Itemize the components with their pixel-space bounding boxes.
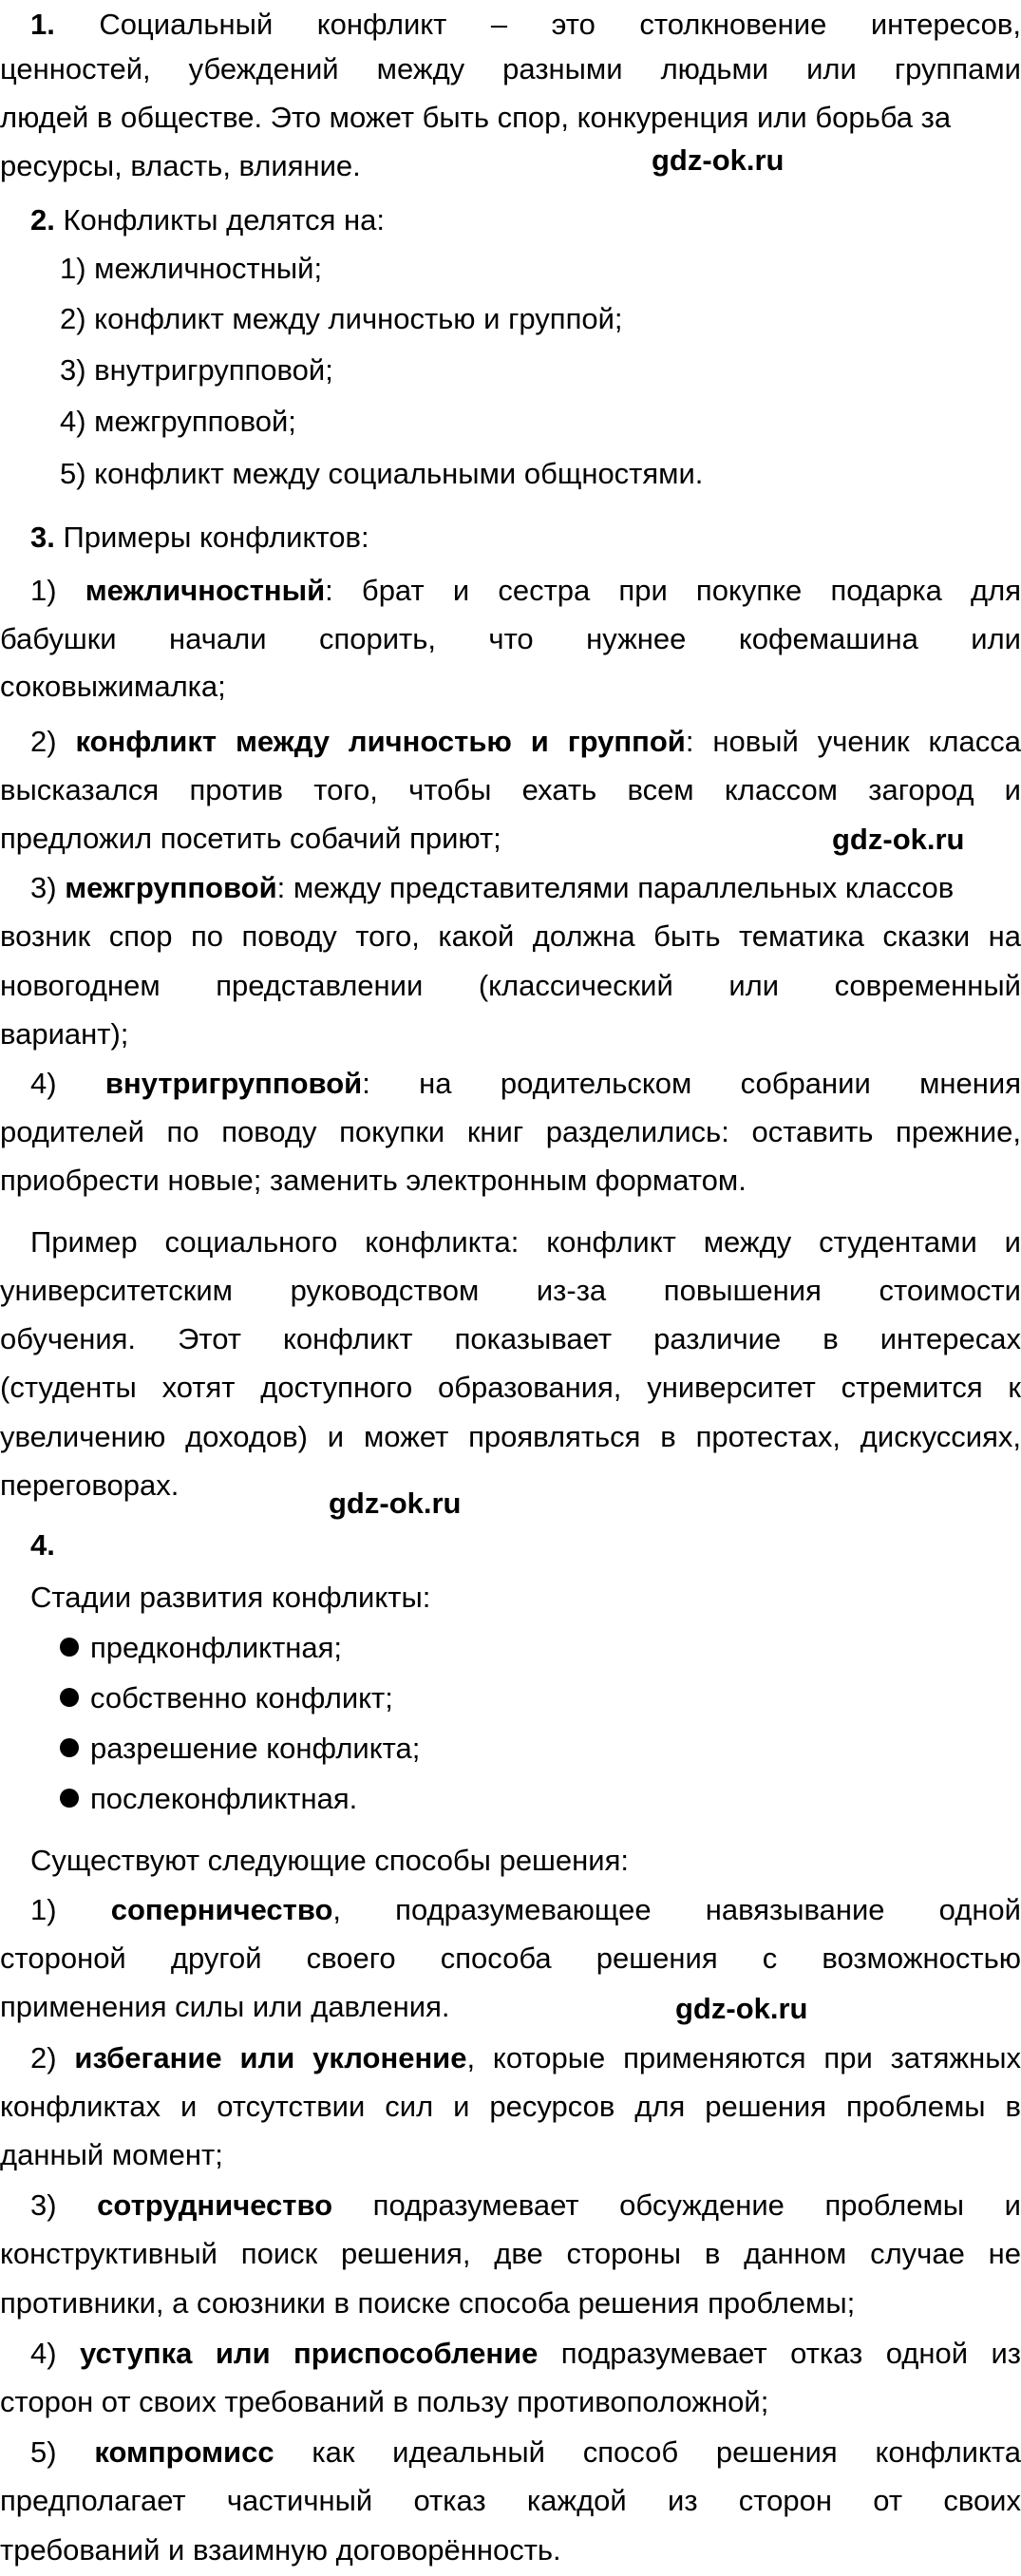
text-line <box>30 2034 1021 2083</box>
text-line <box>0 961 1021 1011</box>
watermark-text: gdz-ok.ru <box>329 1487 462 1520</box>
text-span: 2) <box>30 2041 75 2074</box>
text-span: противники, а союзники в поиске способа решения проблемы; <box>0 2286 856 2320</box>
text-span: Конфликты делятся на: <box>54 203 386 237</box>
text-line <box>0 662 1021 711</box>
text-span: 4) <box>30 1067 105 1100</box>
text-line <box>30 2181 1021 2230</box>
bullet-icon <box>60 1789 79 1808</box>
text-span: 1) <box>30 574 85 607</box>
text-line <box>30 863 1021 913</box>
text-span: приобрести новые; заменить электронным форматом. <box>0 1164 747 1197</box>
text-span: бабушки начали спорить, что нужнее кофемашина или <box>0 622 1021 655</box>
text-span: предложил посетить собачий приют; <box>0 822 501 855</box>
text-span: университетским руководством из-за повышения стоимости <box>0 1274 1021 1307</box>
text-span: новогоднем представлении (классический или современный <box>0 969 1021 1002</box>
text-line <box>60 1724 1021 1773</box>
bold-term: компромисс <box>94 2435 274 2469</box>
text-line <box>0 93 1021 142</box>
text-span: людей в обществе. Это может быть спор, конкуренция или борьба за <box>0 101 952 134</box>
text-span: 3) <box>30 871 66 904</box>
text-span: возник спор по поводу того, какой должна быть тематика сказки на <box>0 919 1021 953</box>
text-span: 5) конфликт между социальными общностями. <box>60 457 704 490</box>
bullet-icon <box>60 1738 79 1757</box>
text-line <box>60 1674 1021 1723</box>
text-line <box>60 244 1021 294</box>
text-span: послеконфликтная. <box>90 1782 358 1815</box>
bold-term: уступка или приспособление <box>80 2337 539 2370</box>
text-line <box>30 0 1021 49</box>
text-line <box>30 1059 1021 1108</box>
bold-term: 3. <box>30 521 55 554</box>
text-span: Существуют следующие способы решения: <box>30 1844 630 1877</box>
text-span: данный момент; <box>0 2138 223 2171</box>
text-line <box>30 2329 1021 2378</box>
text-span: вариант); <box>0 1017 129 1051</box>
text-line <box>60 449 1021 499</box>
text-span: Пример социального конфликта: конфликт между студентами и <box>30 1225 1021 1259</box>
text-span: 5) <box>30 2435 95 2469</box>
text-line <box>60 397 1021 446</box>
text-line <box>0 1412 1021 1462</box>
text-line <box>0 2131 1021 2180</box>
bold-term: межличностный <box>85 574 326 607</box>
bullet-icon <box>60 1688 79 1707</box>
text-line <box>0 2229 1021 2279</box>
text-line <box>0 1315 1021 1364</box>
text-span: 2) конфликт между личностью и группой; <box>60 302 623 335</box>
text-span: , которые применяются при затяжных <box>466 2041 1021 2074</box>
text-span: ценностей, убеждений между разными людьми или группами <box>0 52 1021 85</box>
text-line <box>0 1982 1021 2032</box>
text-span: подразумевает отказ одной из <box>538 2337 1021 2370</box>
text-line <box>30 1218 1021 1267</box>
text-line <box>0 45 1021 94</box>
text-line <box>0 1156 1021 1205</box>
text-span: подразумевает обсуждение проблемы и <box>332 2188 1021 2222</box>
text-span: , подразумевающее навязывание одной <box>332 1893 1021 1926</box>
text-line <box>0 1363 1021 1412</box>
text-span: предконфликтная; <box>90 1631 343 1664</box>
text-line <box>0 1010 1021 1059</box>
text-span: 2) <box>30 725 76 758</box>
text-line <box>30 566 1021 616</box>
text-span: как идеальный способ решения конфликта <box>274 2435 1021 2469</box>
text-line <box>0 142 1021 191</box>
text-line <box>30 513 1021 562</box>
text-span: собственно конфликт; <box>90 1681 393 1714</box>
text-line <box>30 2428 1021 2477</box>
text-span: сторон от своих требований в пользу противоположной; <box>0 2385 769 2418</box>
text-line <box>60 1774 1021 1824</box>
text-line <box>0 2082 1021 2131</box>
bold-term: конфликт между личностью и группой <box>75 725 686 758</box>
bold-term: избегание или уклонение <box>74 2041 467 2074</box>
text-span: 1) <box>30 1893 111 1926</box>
text-line <box>0 766 1021 815</box>
text-span: Стадии развития конфликты: <box>30 1581 431 1614</box>
text-line <box>0 912 1021 961</box>
text-span: разрешение конфликта; <box>90 1732 421 1765</box>
text-span: конфликтах и отсутствии сил и ресурсов для решения проблемы в <box>0 2090 1021 2123</box>
text-line <box>0 2377 1021 2427</box>
text-span: соковыжималка; <box>0 670 226 703</box>
text-line <box>60 1623 1021 1673</box>
text-span: 1) межличностный; <box>60 252 323 285</box>
text-line <box>0 1934 1021 1983</box>
text-span: родителей по поводу покупки книг разделились: оставить прежние, <box>0 1115 1021 1148</box>
text-line <box>30 1836 1021 1885</box>
text-line <box>0 615 1021 664</box>
text-span: увеличению доходов) и может проявляться в протестах, дискуссиях, <box>0 1420 1021 1453</box>
text-span: ресурсы, власть, влияние. <box>0 149 361 182</box>
watermark-text: gdz-ok.ru <box>675 1992 808 2025</box>
text-span: 3) <box>30 2188 98 2222</box>
text-span: : новый ученик класса <box>685 725 1021 758</box>
bullet-icon <box>60 1638 79 1657</box>
bold-term: 4. <box>30 1528 55 1562</box>
text-line <box>0 2526 1021 2575</box>
text-span: 3) внутригрупповой; <box>60 353 333 387</box>
text-line <box>0 1266 1021 1316</box>
text-span: Примеры конфликтов: <box>54 521 369 554</box>
text-line <box>60 294 1021 344</box>
text-span: : брат и сестра при покупке подарка для <box>325 574 1021 607</box>
text-line <box>0 1461 1021 1510</box>
text-span: стороной другой своего способа решения с возможностью <box>0 1941 1021 1975</box>
bold-term: межгрупповой <box>65 871 277 904</box>
text-line <box>30 196 1021 245</box>
text-line <box>60 346 1021 395</box>
bold-term: сотрудничество <box>97 2188 333 2222</box>
watermark-text: gdz-ok.ru <box>832 823 965 856</box>
text-span: : между представителями параллельных классов <box>276 871 955 904</box>
text-span: высказался против того, чтобы ехать всем классом загород и <box>0 773 1021 806</box>
bold-term: соперничество <box>110 1893 333 1926</box>
text-span: предполагает частичный отказ каждой из сторон от своих <box>0 2484 1021 2517</box>
text-span: Социальный конфликт – это столкновение интересов, <box>54 8 1021 41</box>
text-line <box>0 2279 1021 2328</box>
watermark-text: gdz-ok.ru <box>652 143 785 177</box>
text-line <box>0 1108 1021 1157</box>
text-span: (студенты хотят доступного образования, университет стремится к <box>0 1371 1021 1404</box>
text-span: 4) <box>30 2337 80 2370</box>
bold-term: 2. <box>30 203 55 237</box>
text-line <box>30 1573 1021 1622</box>
text-span: : на родительском собрании мнения <box>362 1067 1021 1100</box>
text-span: требований и взаимную договорённость. <box>0 2533 561 2567</box>
text-span: применения силы или давления. <box>0 1990 450 2023</box>
text-span: переговорах. <box>0 1468 180 1502</box>
text-span: 4) межгрупповой; <box>60 405 296 438</box>
bold-term: 1. <box>30 8 55 41</box>
text-span: обучения. Этот конфликт показывает различие в интересах <box>0 1322 1021 1355</box>
text-span: конструктивный поиск решения, две стороны в данном случае не <box>0 2237 1021 2270</box>
text-line <box>30 717 1021 767</box>
bold-term: внутригрупповой <box>104 1067 363 1100</box>
text-line <box>30 1885 1021 1935</box>
text-line <box>0 2476 1021 2526</box>
text-line <box>30 1521 1021 1570</box>
